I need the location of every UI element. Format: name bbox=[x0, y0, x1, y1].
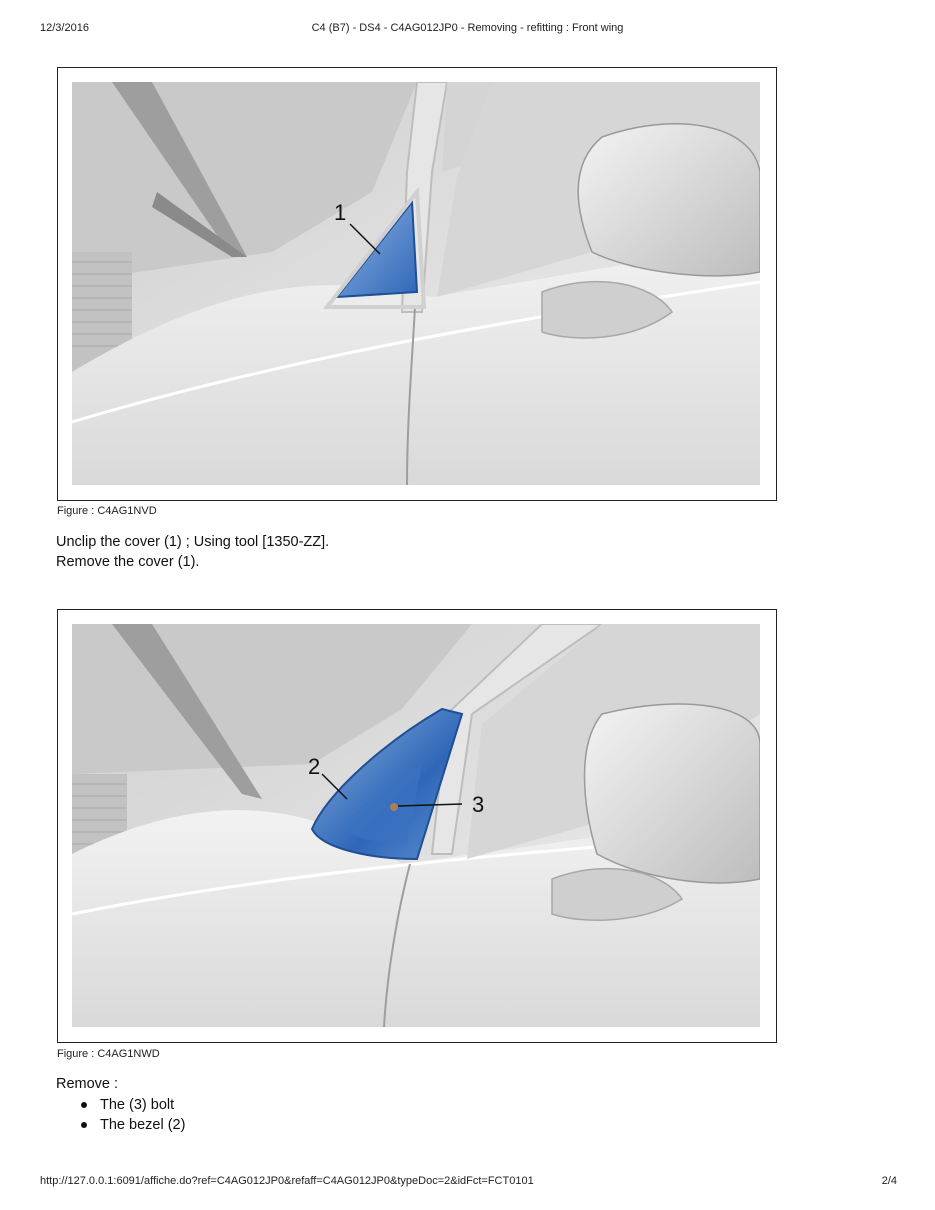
figure-2-callout-3: 3 bbox=[472, 792, 485, 817]
step-2-intro: Remove : bbox=[56, 1076, 119, 1092]
list-item: The bezel (2) bbox=[80, 1116, 185, 1136]
figure-2-callout-2: 2 bbox=[308, 754, 321, 779]
figure-1-callout-1: 1 bbox=[334, 200, 347, 225]
list-item: The (3) bolt bbox=[80, 1096, 185, 1116]
figure-2 bbox=[57, 609, 777, 1043]
figure-1-illustration bbox=[72, 82, 760, 485]
header-title: C4 (B7) - DS4 - C4AG012JP0 - Removing - refitting : Front wing bbox=[311, 22, 624, 34]
footer-page-number: 2/4 bbox=[881, 1175, 897, 1187]
figure-2-illustration bbox=[72, 624, 760, 1027]
step-2-list bbox=[80, 1096, 185, 1136]
step-1-line-1: Unclip the cover (1) ; Using tool [1350-ZZ]. bbox=[56, 534, 330, 550]
footer-url: http://127.0.0.1:6091/affiche.do?ref=C4AG012JP0&refaff=C4AG012JP0&typeDoc=2&idFct=FCT0101 bbox=[40, 1175, 534, 1187]
figure-2-caption: Figure : C4AG1NWD bbox=[57, 1048, 160, 1060]
header-date: 12/3/2016 bbox=[40, 22, 89, 34]
figure-1-caption: Figure : C4AG1NVD bbox=[57, 505, 157, 517]
figure-1 bbox=[57, 67, 777, 501]
step-1-line-2: Remove the cover (1). bbox=[56, 554, 200, 570]
